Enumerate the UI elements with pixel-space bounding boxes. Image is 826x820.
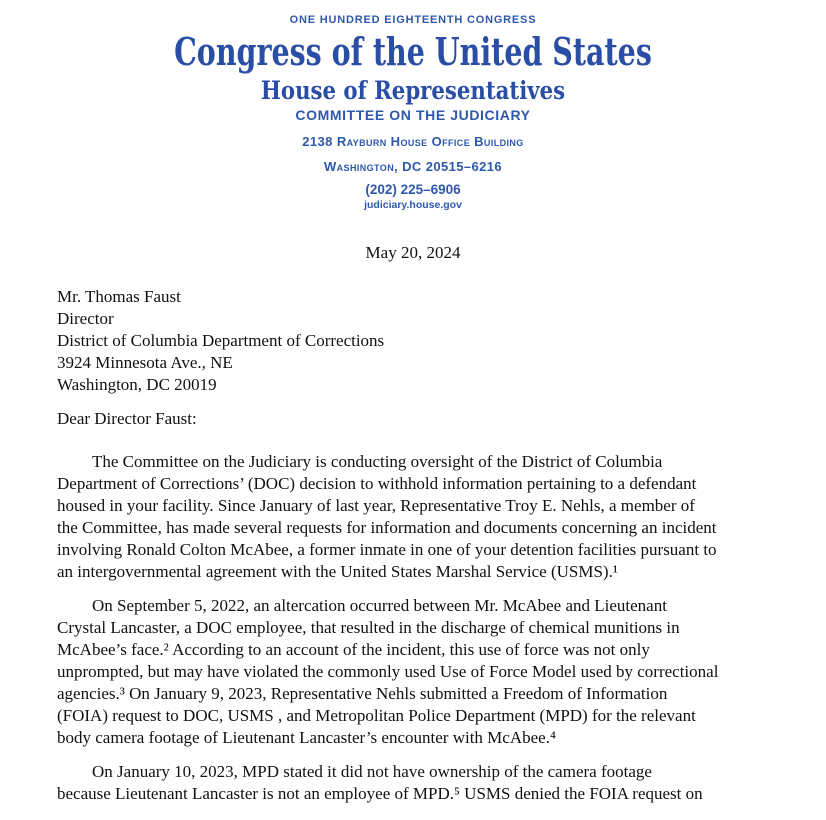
salutation: Dear Director Faust:	[57, 409, 197, 428]
congress-title: Congress of the United States	[174, 29, 652, 74]
letterhead-city-zip: Washington, DC 20515–6216	[323, 159, 503, 174]
body-paragraph-2: On September 5, 2022, an altercation occurred between Mr. McAbee and Lieutenant Crystal Lancaster, a DOC employee, that resulted in the discharge of chemical munitions in McAbee’s face.² According to an account of the incident, this use of force was not only unprompted, but may have violated the commonly used Use of Force Model used by correctional agencies.³ On January 9, 2023, Representative Nehls submitted a Freedom of Information (FOIA) request to DOC, USMS , and Metropolitan Police Department (MPD) for the relevant body camera footage of Lieutenant Lancaster’s encounter with McAbee.⁴	[57, 596, 719, 747]
letterhead-street-address: 2138 Rayburn House Office Building	[302, 134, 524, 149]
committee-name: COMMITTEE ON THE JUDICIARY	[295, 107, 531, 123]
letter-date: May 20, 2024	[365, 243, 461, 262]
letter-body	[57, 451, 796, 805]
letterhead-phone: (202) 225–6906	[365, 182, 461, 197]
body-paragraph-3: On January 10, 2023, MPD stated it did not have ownership of the camera footage because Lieutenant Lancaster is not an employee of MPD.⁵ USMS denied the FOIA request on	[57, 762, 703, 803]
congress-session-line: ONE HUNDRED EIGHTEENTH CONGRESS	[289, 14, 537, 26]
recipient-address-block: Mr. Thomas Faust Director District of Columbia Department of Corrections 3924 Minnesota Ave., NE Washington, DC 20019	[57, 287, 385, 394]
house-subtitle: House of Representatives	[260, 76, 566, 105]
letterhead	[0, 0, 826, 212]
body-paragraph-1: The Committee on the Judiciary is conducting oversight of the District of Columbia Department of Corrections’ (DOC) decision to withhold information pertaining to a defendant housed in your facility. Since January of last year, Representative Troy E. Nehls, a member of the Committee, has made several requests for information and documents concerning an incident involving Ronald Colton McAbee, a former inmate in one of your detention facilities pursuant to an intergovernmental agreement with the United States Marshal Service (USMS).¹	[57, 452, 717, 581]
letterhead-website: judiciary.house.gov	[364, 199, 462, 211]
